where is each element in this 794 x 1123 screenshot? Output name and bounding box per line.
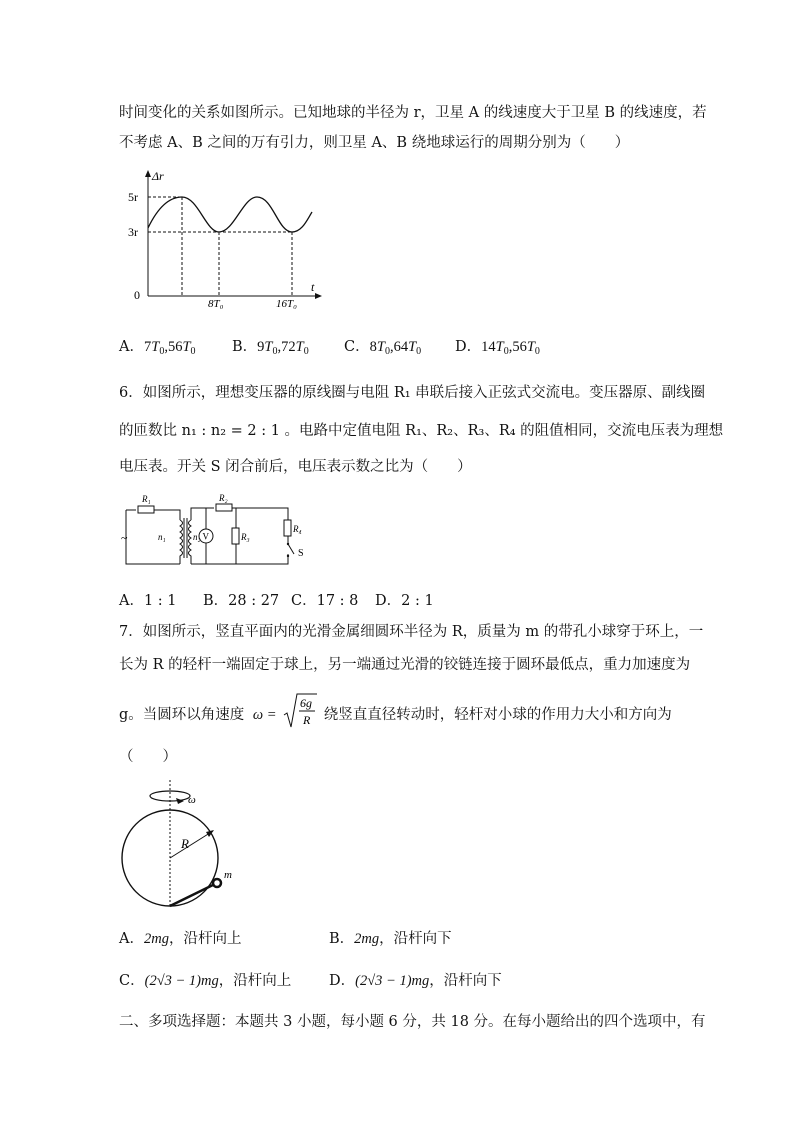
q6-option-c[interactable]: C．17 : 8	[291, 593, 359, 609]
ac-source: ~	[121, 531, 128, 545]
q5-option-c[interactable]: C．$8T_0,64T_0$	[344, 339, 422, 357]
label-s: S	[298, 548, 304, 559]
label-omega: ω	[188, 794, 196, 806]
q7-line1: 7．如图所示，竖直平面内的光滑金属细圆环半径为 R，质量为 m 的带孔小球穿于环上，一	[119, 624, 704, 640]
graph-tick-0: 0	[134, 288, 140, 302]
section2-heading: 二、多项选择题：本题共 3 小题，每小题 6 分，共 18 分。在每小题给出的四个选项中，有	[119, 1014, 706, 1030]
label-r1: R₁	[142, 494, 151, 504]
svg-text:6g: 6g	[300, 696, 313, 710]
graph-tick-8T0: 8T₀	[208, 298, 224, 310]
label-n2: n₂	[193, 532, 201, 542]
graph-tick-16T0: 16T₀	[276, 298, 297, 310]
ball	[213, 879, 221, 887]
q5-line2: 不考虑 A、B 之间的万有引力，则卫星 A、B 绕地球运行的周期分别为（ ）	[119, 135, 630, 151]
graph-curve	[148, 197, 312, 232]
q7-figure	[118, 778, 248, 913]
q7-option-a[interactable]: A．2mg，沿杆向上	[119, 931, 242, 947]
secondary-coil	[189, 520, 192, 564]
switch-s	[288, 544, 294, 554]
light-rod	[170, 883, 217, 906]
q7-option-c[interactable]: C．(2√3 − 1)mg，沿杆向上	[119, 973, 292, 989]
graph-y-label: Δr	[152, 169, 164, 183]
label-m: m	[224, 869, 232, 881]
label-r4: R₄	[293, 524, 302, 534]
primary-coil	[180, 520, 183, 564]
q6-option-d[interactable]: D．2 : 1	[375, 593, 434, 609]
q5-option-a[interactable]: A．$7T_0,56T_0$	[119, 339, 196, 357]
graph-x-label: t	[311, 280, 315, 294]
q6-option-a[interactable]: A．1 : 1	[119, 593, 177, 609]
svg-text:R: R	[303, 713, 311, 727]
label-r: R	[181, 836, 189, 851]
q7-option-b[interactable]: B．2mg，沿杆向下	[329, 931, 452, 947]
graph-tick-3r: 3r	[128, 225, 138, 239]
q5-line1: 时间变化的关系如图所示。已知地球的半径为 r，卫星 A 的线速度大于卫星 B 的线速度，若	[119, 105, 707, 121]
q7-line3: g。当圆环以角速度 ω = 6g R 绕竖直直径转动时，轻杆对小球的作用力大小和方向为	[119, 701, 672, 729]
q7-line2: 长为 R 的轻杆一端固定于球上，另一端通过光滑的铰链连接于圆环最低点，重力加速度为	[119, 657, 691, 673]
q6-line2: 的匝数比 n₁ : n₂ = 2 : 1 。电路中定值电阻 R₁、R₂、R₃、R₄ 的阻值相同，交流电压表为理想	[119, 423, 724, 439]
q7-option-d[interactable]: D．(2√3 − 1)mg，沿杆向下	[329, 973, 502, 989]
q7-answer-paren: （ ）	[119, 749, 177, 765]
q6-circuit	[118, 492, 318, 572]
q6-option-b[interactable]: B．28 : 27	[203, 593, 280, 609]
sqrt-expression	[283, 693, 317, 729]
q6-line3: 电压表。开关 S 闭合前后，电压表示数之比为（ ）	[119, 459, 472, 475]
r2-resistor	[216, 504, 232, 511]
q5-graph	[118, 168, 318, 308]
label-n1: n₁	[158, 532, 166, 542]
q5-option-d[interactable]: D．$14T_0,56T_0$	[455, 339, 540, 357]
r1-resistor	[138, 506, 154, 513]
label-r3: R₃	[241, 532, 250, 542]
omega-eq: ω =	[252, 707, 277, 723]
q5-option-b[interactable]: B．$9T_0,72T_0$	[232, 339, 309, 357]
graph-tick-5r: 5r	[128, 190, 138, 204]
label-v: V	[202, 531, 209, 542]
q6-line1: 6．如图所示，理想变压器的原线圈与电阻 R₁ 串联后接入正弦式交流电。变压器原、副线圈	[119, 385, 706, 401]
label-r2: R₂	[219, 493, 228, 503]
